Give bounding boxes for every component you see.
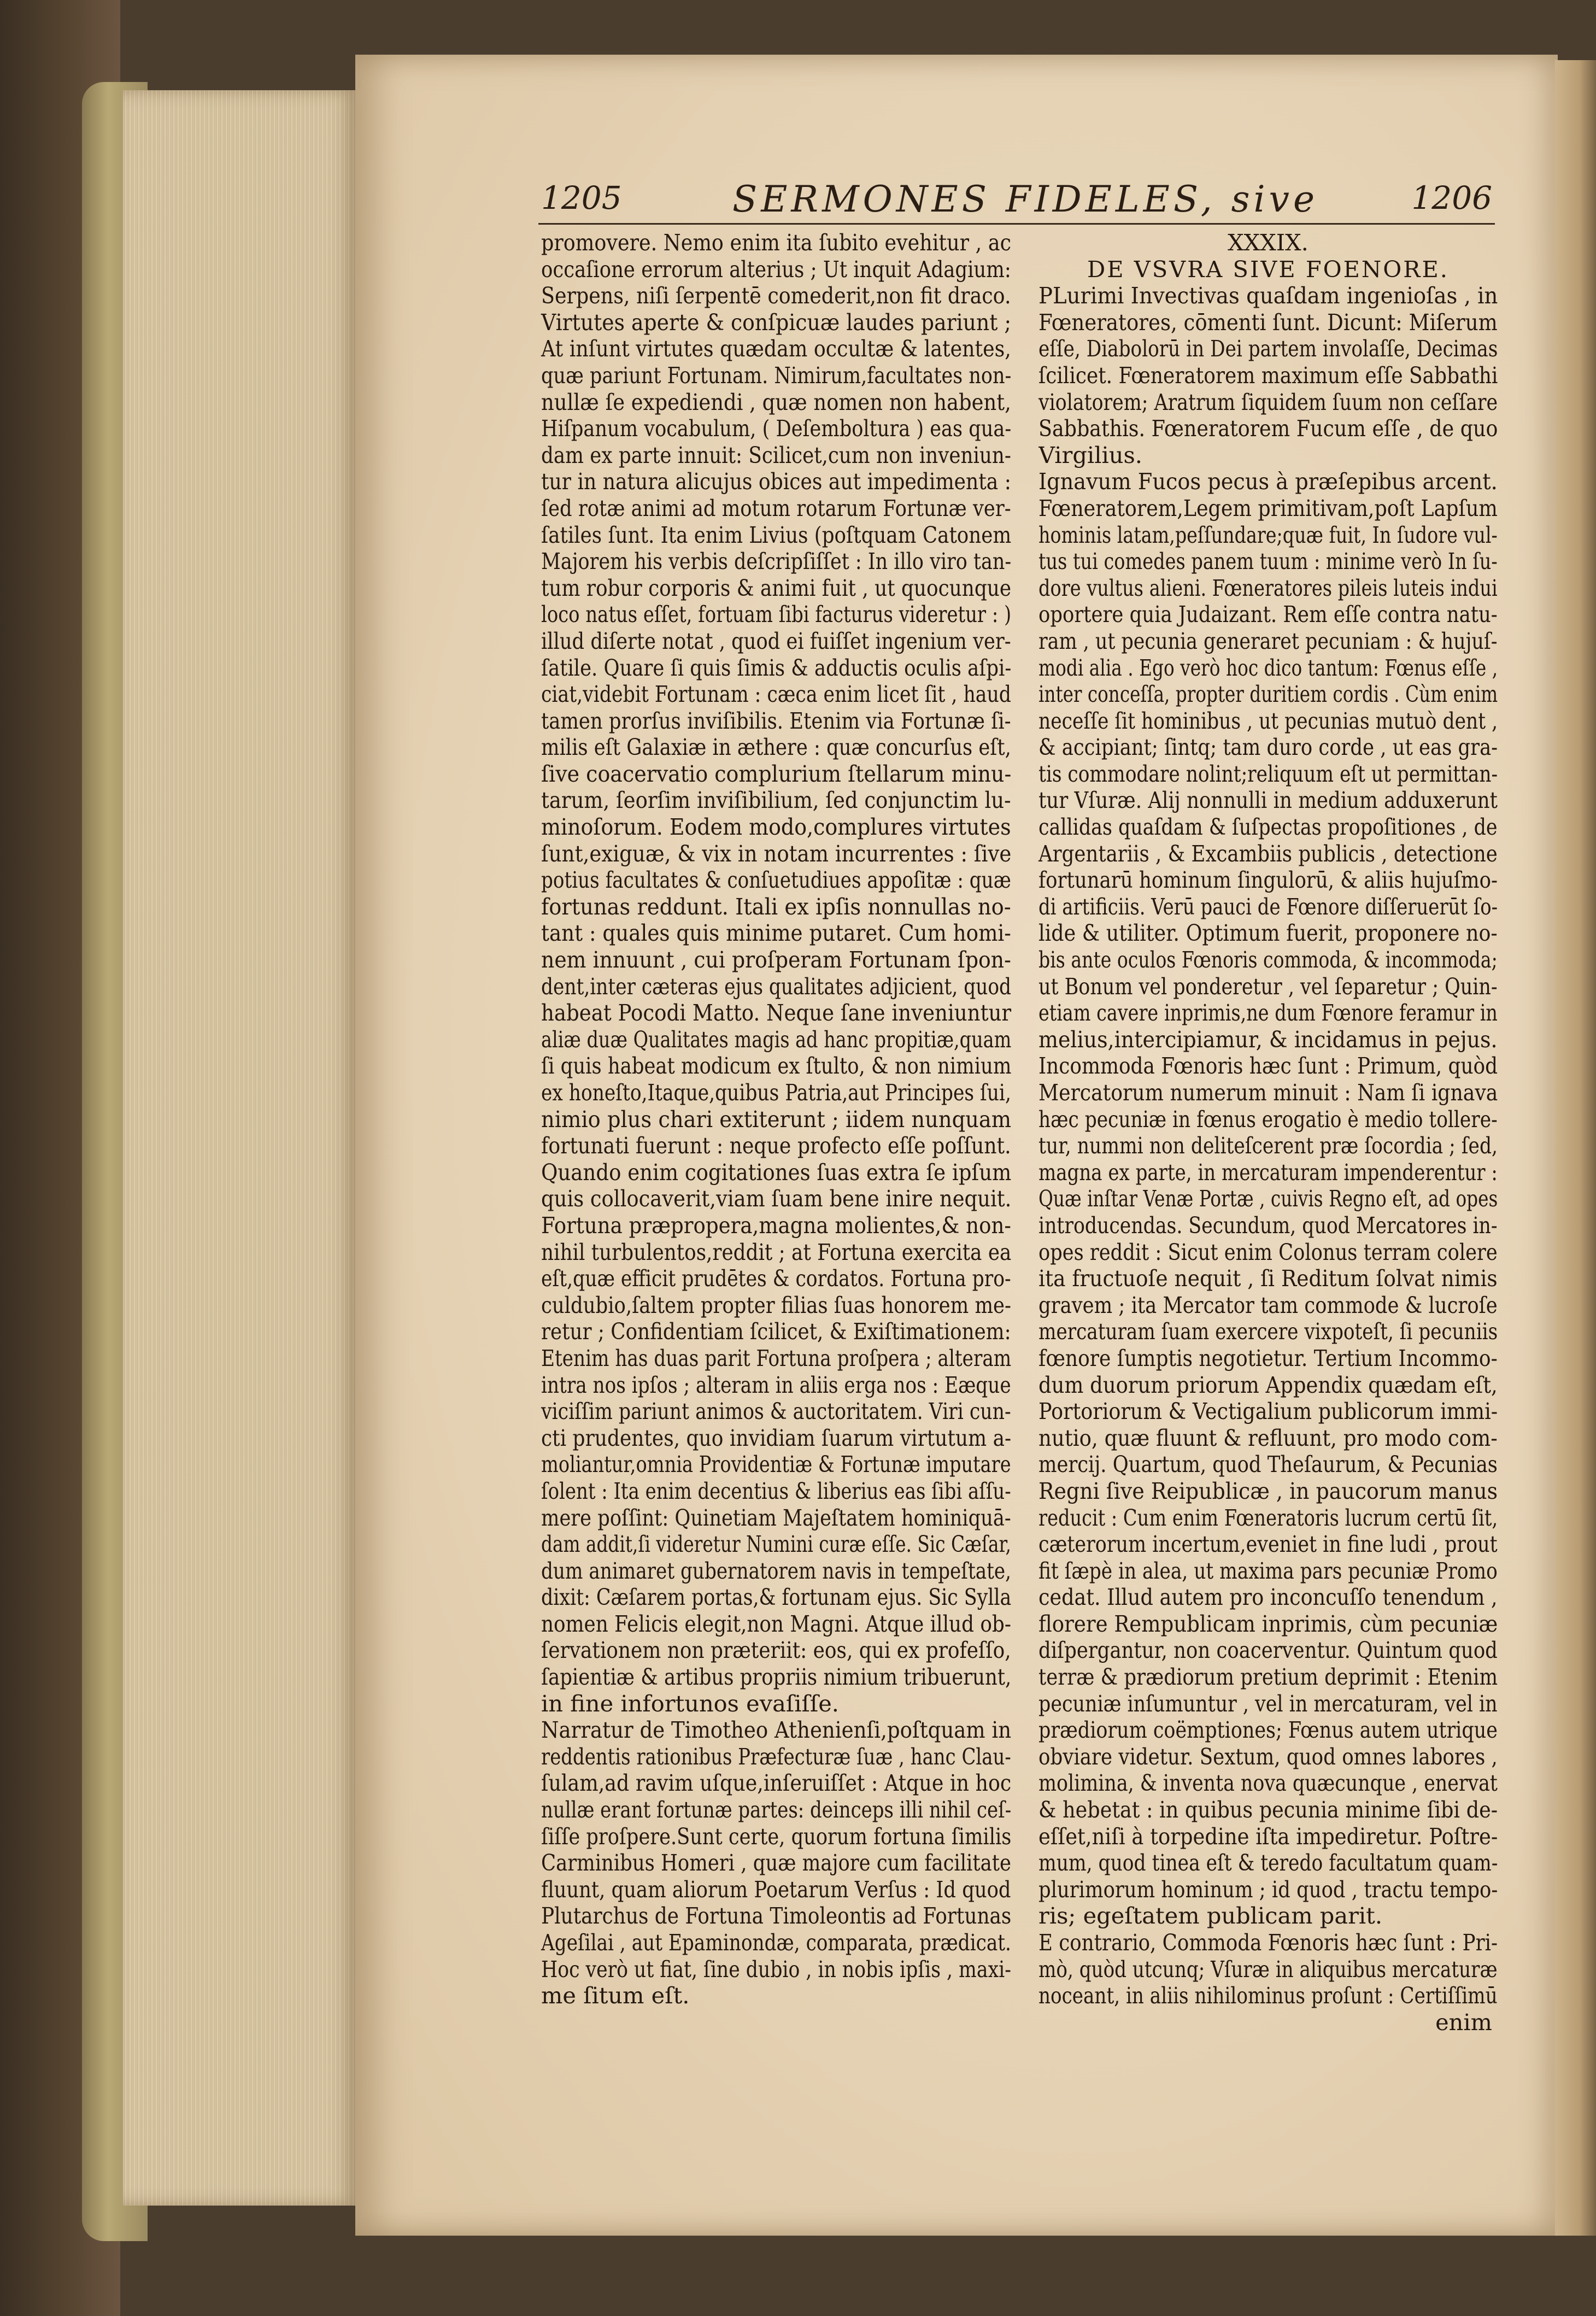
text-line: melius,intercipiamur, & incidamus in pejus. [1038,1025,1498,1053]
text-line: ex honeſto,Itaque,quibus Patria,aut Principes ſui, [541,1079,1011,1106]
text-line: reducit : Cum enim Fœneratoris lucrum certū ſit, [1038,1504,1498,1531]
text-line: ſi quis habeat modicum ex ſtulto, & non nimium [541,1052,1012,1080]
text-line: occaſione errorum alterius ; Ut inquit Adagium: [541,255,1011,283]
text-line: dum animaret gubernatorem navis in tempeſtate, [541,1557,1012,1584]
text-line: nomen Felicis elegit,non Magni. Atque illud ob- [541,1610,1011,1637]
text-line: florere Rempublicam inprimis, cùm pecuniæ [1038,1610,1498,1637]
text-line: & accipiant; ſintq; tam duro corde , ut eas gra- [1038,734,1498,761]
page-header [541,174,1492,223]
text-line: ſunt,exiguæ, & vix in notam incurrentes : ſive [541,840,1012,867]
text-line: Hiſpanum vocabulum, ( Deſemboltura ) eas qua- [541,415,1012,442]
catchword: enim [1435,2008,1492,2036]
text-line: Fortuna præpropera,magna molientes,& non- [541,1211,1011,1239]
text-line: nullæ ſe expediendi , quæ nomen non habent, [541,388,1011,415]
text-line: Fœneratores, cōmenti ſunt. Dicunt: Miſerum [1038,308,1498,336]
text-line: neceſſe ſit hominibus , ut pecunias mutuò dent , [1038,707,1498,734]
text-line: aliæ duæ Qualitates magis ad hanc propitiæ,quam [541,1025,1012,1053]
text-line: Portoriorum & Vectigalium publicorum immi- [1038,1398,1498,1425]
text-line: prædiorum coëmptiones; Fœnus autem utrique [1038,1716,1498,1744]
text-line: Regni ſive Reipublicæ , in paucorum manus [1038,1477,1498,1504]
text-line: hominis latam,peſſundare;quæ fuit, In ſudore vul- [1038,521,1498,548]
text-line: minoſorum. Eodem modo,complures virtutes [541,813,1011,841]
text-line: nullæ erant fortunæ partes: deinceps illi nihil ceſ- [541,1796,1012,1824]
text-line: Mercatorum numerum minuit : Nam ſi ignava [1038,1079,1498,1106]
text-line: di artificiis. Verū pauci de Fœnore diſſeruerūt ſo- [1038,893,1498,920]
text-line: cti prudentes, quo invidiam ſuarum virtutum a- [541,1424,1012,1451]
text-line: ciat,videbit Fortunam : cæca enim licet ſit , haud [541,681,1012,708]
text-line: ſive coacervatio complurium ſtellarum minu- [541,760,1012,787]
text-line: ſatile. Quare ſi quis ſimis & adductis oculis aſpi- [541,654,1012,681]
text-line: mercij. Quartum, quod Theſaurum, & Pecunias [1038,1451,1498,1478]
text-line: moliantur,omnia Providentiæ & Fortunæ imputare [541,1451,1011,1478]
text-line: hæc pecuniæ in fœnus erogatio è medio tollere- [1038,1105,1498,1133]
right-page-number: 1206 [1411,179,1492,216]
text-line: molimina, & inventa nova quæcunque , enervat [1038,1769,1498,1797]
text-line: reddentis rationibus Præfecturæ ſuæ , hanc Clau- [541,1743,1011,1770]
text-line: obviare videtur. Sextum, quod omnes labores , [1038,1743,1498,1770]
text-line: Sabbathis. Fœneratorem Fucum eſſe , de quo [1038,415,1498,442]
text-line: nem innuunt , cui proſperam Fortunam ſpon- [541,946,1011,974]
text-line: Argentariis , & Excambiis publicis , detectione [1038,840,1498,867]
text-line: Serpens, niſi ſerpentē comederit,non fit draco. [541,282,1011,309]
text-line: promovere. Nemo enim ita ſubito evehitur , ac [541,229,1012,256]
text-line: fluunt, quam aliorum Poetarum Verſus : Id quod [541,1875,1011,1903]
text-line: dixit: Cæſarem portas,& fortunam ejus. Sic Sylla [541,1584,1012,1611]
text-line: ſcilicet. Fœneratorem maximum eſſe Sabbathi [1038,361,1498,389]
text-line: tant : quales quis minime putaret. Cum homi- [541,919,1011,947]
text-line: tur Vſuræ. Alij nonnulli in medium adduxerunt [1038,787,1498,814]
text-line: modi alia . Ego verò hoc dico tantum: Fœnus eſſe , [1038,654,1498,681]
text-line: tus tui comedes panem tuum : minime verò In ſu- [1038,548,1498,575]
text-line: culdubio,ſaltem propter filias ſuas honorem me- [541,1291,1012,1318]
text-line: Etenim has duas parit Fortuna proſpera ; alteram [541,1344,1012,1371]
text-line: tis commodare nolint;reliquum eſt ut permittan- [1038,760,1498,787]
text-line: callidas quaſdam & ſuſpectas propoſitiones , de [1038,813,1498,841]
text-line: E contrario, Commoda Fœnoris hæc ſunt : Pri- [1038,1929,1498,1956]
facing-page-edge [1555,60,1596,2236]
text-line: tamen prorſus inviſibilis. Etenim via Fortunæ ſi- [541,707,1011,734]
text-line: magna ex parte, in mercaturam impenderentur : [1038,1158,1498,1186]
text-line: Hoc verò ut fiat, ſine dubio , in nobis ipſis , maxi- [541,1955,1011,1983]
running-title: SERMONES FIDELES, sive [732,178,1319,220]
text-line: ram , ut pecunia generaret pecuniam : & hujuſ- [1038,627,1498,654]
text-line: oportere quia Judaizant. Rem eſſe contra natu- [1038,601,1498,628]
text-line: ſolent : Ita enim decentius & liberius eas ſibi aſſu- [541,1477,1011,1504]
text-line: Plutarchus de Fortuna Timoleontis ad Fortunas [541,1902,1012,1930]
left-page-number: 1205 [541,179,622,216]
text-line: fit ſæpè in alea, ut maxima pars pecuniæ Promo [1038,1557,1498,1584]
text-line: noceant, in aliis nihilominus proſunt : Certiſſimū [1038,1982,1498,2009]
text-line: Ignavum Fucos pecus à præſepibus arcent. [1038,468,1498,495]
text-line: Ageſilai , aut Epaminondæ, comparata, prædicat. [541,1929,1011,1956]
left-text-column [541,230,1011,2009]
text-line: gravem ; ita Mercator tam commode & lucroſe [1038,1291,1498,1318]
header-rule [538,223,1495,225]
text-line: habeat Pocodi Matto. Neque ſane inveniuntur [541,999,1012,1027]
text-line: quis collocaverit,viam ſuam bene inire nequit. [541,1185,1012,1212]
text-line: terræ & prædiorum pretium deprimit : Etenim [1038,1663,1498,1691]
text-line: ſed rotæ animi ad motum rotarum Fortunæ ver- [541,494,1011,521]
text-line: dam addit,ſi videretur Numini curæ eſſe. Sic Cæſar, [541,1531,1011,1558]
text-line: tur, nummi non delitеſcerent præ ſocordia ; ſed, [1038,1132,1498,1159]
text-line: Quæ inſtar Venæ Portæ , cuivis Regno eſt, ad opes [1038,1185,1498,1212]
text-line: fortunarū hominum ſingulorū, & aliis hujuſmo- [1038,866,1498,894]
text-line: dam ex parte innuit: Scilicet,cum non inveniun- [541,441,1011,468]
chapter-title: DE VSVRA SIVE FOENORE. [1087,255,1449,283]
chapter-number: XXXIX. [1228,229,1309,256]
text-line: dum duorum priorum Appendix quædam eſt, [1038,1371,1498,1398]
text-line: Virtutes aperte & conſpicuæ laudes pariunt ; [541,308,1012,336]
text-line: mum, quod tinea eſt & teredo facultatum quam- [1038,1849,1498,1877]
text-line: Incommoda Fœnoris hæc ſunt : Primum, quòd [1038,1052,1498,1080]
text-line: mò, quòd utcunq; Vſuræ in aliquibus mercaturæ [1038,1955,1498,1983]
text-line: Quando enim cogitationes ſuas extra ſe ipſum [541,1158,1012,1186]
right-text-column [1038,230,1498,2036]
text-line: potius facultates & conſuetudiues appoſitæ : quæ [541,866,1011,894]
text-line: etiam cavere inprimis,ne dum Fœnore feramur in [1038,999,1498,1027]
text-line: lide & utiliter. Optimum fuerit, proponere no- [1038,919,1498,947]
text-line: nutio, quæ fluunt & refluunt, pro modo com- [1038,1424,1498,1451]
text-line: cæterorum incertum,eveniet in fine ludi , prout [1038,1531,1498,1558]
text-line: PLurimi Invectivas quaſdam ingenioſas , in [1038,282,1498,309]
text-line: Carminibus Homeri , quæ majore cum facilitate [541,1849,1011,1877]
text-line: eſſet,niſi à torpedine iſta impediretur. Poſtre- [1038,1822,1498,1850]
text-line: nihil turbulentos,reddit ; at Fortuna exercita ea [541,1238,1012,1265]
text-line: milis eſt Galaxiæ in æthere : quæ concurſus eſt, [541,734,1011,761]
text-line: ſulam,ad ravim uſque,inſeruiſſet : Atque in hoc [541,1769,1012,1797]
text-line: ſiſſe proſpere.Sunt certe, quorum fortuna ſimilis [541,1822,1012,1850]
text-line: ut Bonum vel ponderetur , vel ſeparetur ; Quin- [1038,972,1498,1000]
text-line: ita fructuoſe nequit , ſi Reditum ſolvat nimis [1038,1265,1498,1292]
text-line: Virgilius. [1038,442,1142,468]
text-line: eſt,quæ efficit prudētes & cordatos. Fortuna pro- [541,1265,1011,1292]
text-line: in fine infortunos evaſiſſe. [541,1690,839,1717]
text-line: quæ pariunt Fortunam. Nimirum,facultates non- [541,361,1012,389]
text-line: diſpergantur, non coacerventur. Quintum quod [1038,1637,1498,1664]
text-line: Fœneratorem,Legem primitivam,poſt Lapſum [1038,494,1498,521]
text-line: inter conceſſa, propter duritiem cordis . Cùm enim [1038,681,1498,708]
text-line: cedat. Illud autem pro inconcuſſo tenendum , [1038,1584,1498,1611]
text-line: mere poſſint: Quinetiam Majeſtatem hominiquā- [541,1504,1011,1531]
text-line: fortunati fuerunt : neque profecto eſſe poſſunt. [541,1132,1011,1159]
text-line: opes reddit : Sicut enim Colonus terram colere [1038,1238,1498,1265]
text-line: tarum, ſeorſim inviſibilium, ſed conjunctim lu- [541,787,1011,814]
text-line: & hebetat : in quibus pecunia minime ſibi de- [1038,1796,1498,1824]
text-line: bis ante oculos Fœnoris commoda, & incommoda; [1038,946,1498,974]
text-line: dent,inter cæteras ejus qualitates adjicient, quod [541,972,1012,1000]
text-line: retur ; Confidentiam ſcilicet, & Exiſtimationem: [541,1318,1011,1345]
text-line: ſatiles ſunt. Ita enim Livius (poſtquam Catonem [541,521,1012,548]
text-line: mercaturam ſuam exercere vixpoteſt, ſi pecuniis [1038,1318,1498,1345]
text-line: tum robur corporis & animi fuit , ut quocunque [541,574,1012,601]
text-line: eſſe, Diabolorū in Dei partem involaſſe, Decimas [1038,335,1498,362]
text-line: tur in natura alicujus obices aut impedimenta : [541,468,1011,495]
text-line: loco natus eſſet, fortuam ſibi facturus videretur : ) [541,601,1012,628]
text-line: illud diſerte notat , quod ei fuiſſet ingenium ver- [541,627,1011,654]
text-line: ſapientiæ & artibus propriis nimium tribuerunt, [541,1663,1012,1691]
text-line: plurimorum hominum ; id quod , tractu tempo- [1038,1875,1498,1903]
text-line: viciſſim pariunt animos & auctoritatem. Viri cun- [541,1398,1011,1425]
text-line: pecuniæ inſumuntur , vel in mercaturam, vel in [1038,1690,1498,1717]
text-line: At inſunt virtutes quædam occultæ & latentes, [541,335,1011,362]
text-line: ris; egeſtatem publicam parit. [1038,1903,1383,1930]
page-stack-edge [123,90,358,2206]
text-line: fortunas reddunt. Itali ex ipſis nonnullas no- [541,893,1011,920]
text-line: fœnore ſumptis negotietur. Tertium Incommo- [1038,1344,1498,1371]
text-line: dore vultus alieni. Fœneratores pileis luteis indui [1038,574,1498,601]
text-line: violatorem; Aratrum ſiquidem ſuum non ceſſare [1038,388,1498,415]
text-line: Majorem his verbis deſcripſiſſet : In illo viro tan- [541,548,1012,575]
text-line: me ſitum eſt. [541,1983,690,2009]
text-line: ſervationem non præteriit: eos, qui ex profeſſo, [541,1637,1011,1664]
text-line: Narratur de Timotheo Athenienſi,poſtquam in [541,1716,1012,1744]
text-line: nimio plus chari extiterunt ; iidem nunquam [541,1105,1012,1133]
text-line: intra nos ipſos ; alteram in aliis erga nos : Eæque [541,1371,1011,1398]
text-line: introducendas. Secundum, quod Mercatores in- [1038,1211,1498,1239]
